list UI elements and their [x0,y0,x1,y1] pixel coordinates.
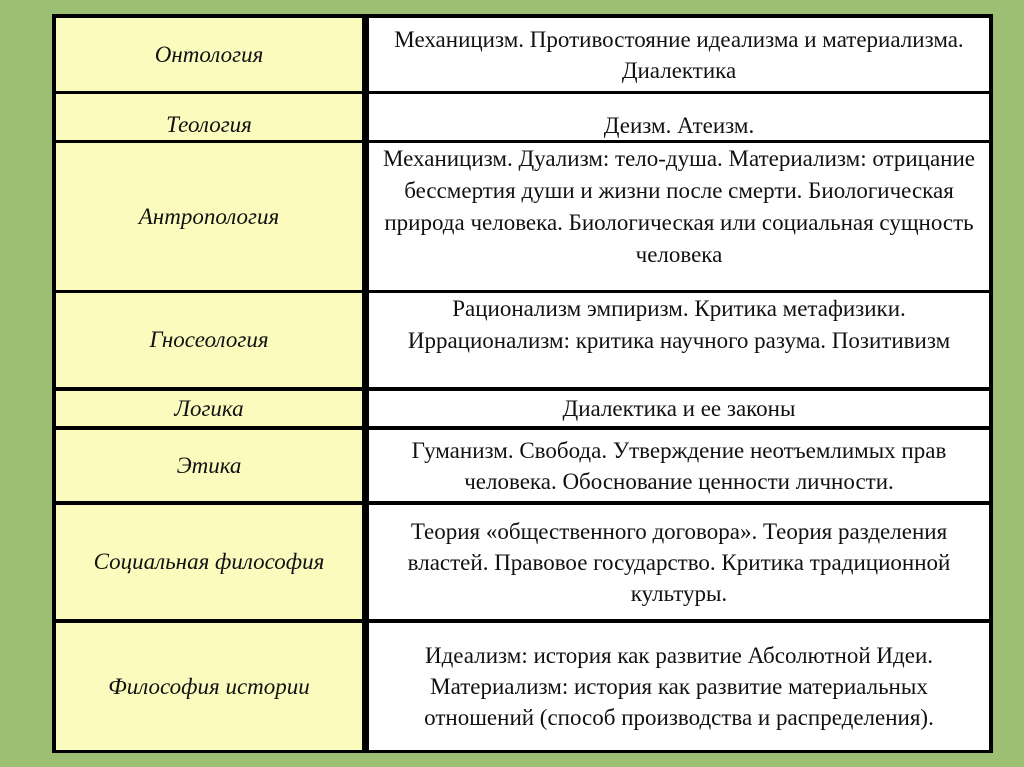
row-topic-anthropology: Антропология [56,143,362,290]
row-content-ethics: Гуманизм. Свобода. Утверждение неотъемлимых прав человека. Обоснование ценности личности. [369,430,989,501]
row-content-logic: Диалектика и ее законы [369,391,989,426]
row-topic-ethics: Этика [56,430,362,501]
row-content-gnoseology: Рационализм эмпиризм. Критика метафизики. Иррационализм: критика научного разума. Позитивизм [369,293,989,387]
row-topic-ontology: Онтология [56,18,362,91]
row-topic-social-philosophy: Социальная философия [56,505,362,619]
row-content-ontology: Механицизм. Противостояние идеализма и материализма. Диалектика [369,18,989,91]
row-content-theology: Деизм. Атеизм. [369,94,989,140]
row-topic-philosophy-of-history: Философия истории [56,623,362,750]
row-topic-logic: Логика [56,391,362,426]
row-content-philosophy-of-history: Идеализм: история как развитие Абсолютной Идеи. Материализм: история как развитие материальных отношений (способ производства и распределения). [369,623,989,750]
row-topic-theology: Теология [56,94,362,140]
row-content-anthropology: Механицизм. Дуализм: тело-душа. Материализм: отрицание бессмертия души и жизни после смерти. Биологическая природа человека. Биологическая или социальная сущность человека [369,143,989,290]
row-content-social-philosophy: Теория «общественного договора». Теория разделения властей. Правовое государство. Критика традиционной культуры. [369,505,989,619]
philosophy-table [52,14,993,753]
row-topic-gnoseology: Гносеология [56,293,362,387]
